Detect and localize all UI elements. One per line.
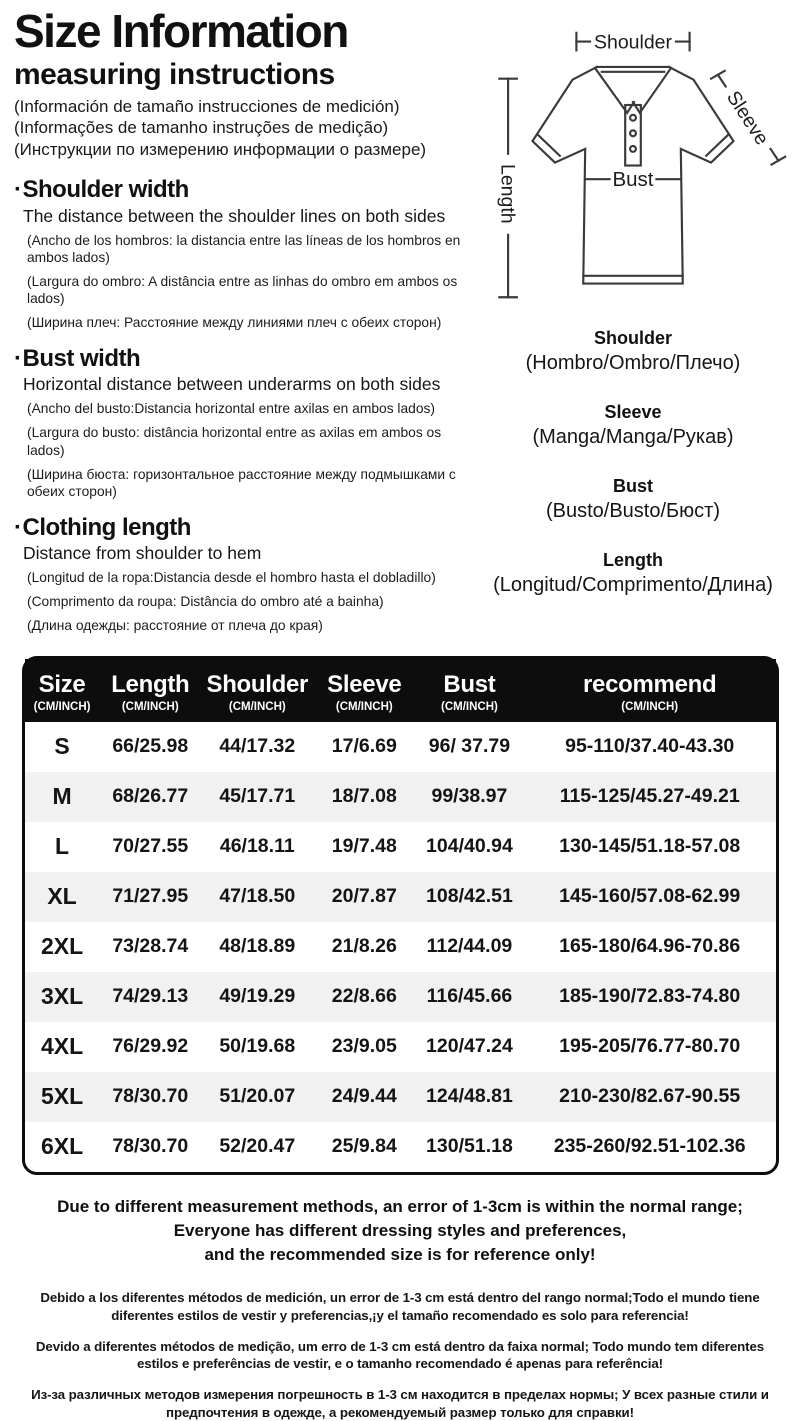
footer-paragraph-pt: Devido a diferentes métodos de medição, um erro de 1-3 cm está dentro da faixa normal; Todo mundo tem diferentes estilos e preferências de vestir, e o tamanho recomendado é apenas para referência! [35,1338,765,1372]
table-cell: 51/20.07 [219,1085,296,1108]
col-header-sleeve: Sleeve (CM/INCH) [314,659,415,722]
legend-term: Length [602,550,663,570]
diagram-length-label: Length [496,163,519,224]
table-cell: 104/40.94 [426,835,513,858]
page-title: Size Information [14,5,348,57]
col-header-bust: Bust (CM/INCH) [415,659,524,722]
table-row [25,722,776,772]
legend-translation: (Busto/Busto/Бюст) [545,500,720,522]
col-header-recommend: recommend (CM/INCH) [524,659,776,722]
size-cell: S [54,733,70,760]
section-translation-es: (Ancho de los hombros: la distancia entre las líneas de los hombros en ambos lados) [27,232,461,265]
table-cell: 99/38.97 [431,785,508,808]
table-cell: 130/51.18 [426,1135,513,1158]
table-cell: 116/45.66 [426,985,513,1008]
table-cell: 22/8.66 [331,985,397,1008]
col-header-shoulder: Shoulder (CM/INCH) [201,659,314,722]
section-translation-ru: (Ширина бюста: горизонтальное расстояние между подмышками с обеих сторон) [27,466,456,499]
col-header-length: Length (CM/INCH) [100,659,201,722]
instructions-column [14,5,472,650]
table-cell: 48/18.89 [219,935,296,958]
table-cell: 20/7.87 [331,885,397,908]
section-title-text: Shoulder width [22,176,189,204]
legend-term: Shoulder [593,328,672,348]
table-cell: 195-205/76.77-80.70 [559,1035,741,1058]
size-cell: L [55,833,70,860]
size-cell: 4XL [40,1033,84,1060]
section-bust-width [14,346,472,500]
table-row [25,1022,776,1072]
table-cell: 24/9.44 [331,1085,397,1108]
notice-line: and the recommended size is for reference only! [204,1245,596,1265]
diagram-shoulder-label: Shoulder [593,31,673,54]
table-row [25,872,776,922]
legend-item-bust [493,476,773,523]
size-cell: 5XL [40,1083,84,1110]
table-cell: 47/18.50 [219,885,296,908]
table-cell: 95-110/37.40-43.30 [565,735,735,758]
table-cell: 130-145/51.18-57.08 [559,835,741,858]
table-cell: 23/9.05 [331,1035,397,1058]
section-translation-pt: (Comprimento da roupa: Distância do ombro até a bainha) [27,594,384,610]
section-title-text: Bust width [22,344,141,372]
size-table-header [25,659,776,722]
size-cell: 2XL [40,933,84,960]
table-row [25,972,776,1022]
table-cell: 44/17.32 [219,735,296,758]
table-cell: 78/30.70 [112,1085,189,1108]
size-cell: 3XL [40,983,84,1010]
top-section [0,5,800,650]
polo-shirt-diagram [472,12,794,320]
table-cell: 76/29.92 [112,1035,189,1058]
section-shoulder-width [14,177,472,331]
notice-line: Due to different measurement methods, an error of 1-3cm is within the normal range; [57,1196,743,1216]
section-translation-ru: (Длина одежды: расстояние от плеча до края) [27,618,323,634]
table-cell: 210-230/82.67-90.55 [559,1085,741,1108]
table-cell: 52/20.47 [219,1135,296,1158]
section-description: Horizontal distance between underarms on both sides [23,374,441,395]
table-row [25,1072,776,1122]
section-translation-pt: (Largura do busto: distância horizontal entre as axilas em ambos os lados) [27,425,442,458]
measure-sections [14,177,472,634]
legend-item-shoulder [493,328,773,375]
diagram-column [472,8,794,650]
table-cell: 96/ 37.79 [428,735,511,758]
section-title [14,346,472,372]
table-cell: 49/19.29 [219,985,296,1008]
table-cell: 45/17.71 [219,785,296,808]
table-row [25,922,776,972]
table-cell: 112/44.09 [426,935,513,958]
legend-term: Sleeve [604,402,662,422]
table-cell: 50/19.68 [219,1035,296,1058]
bullet: · [14,176,22,204]
title-translation-ru: (Инструкции по измерению информации о размере) [14,139,427,159]
legend-translation: (Hombro/Ombro/Плечо) [525,352,741,374]
table-cell: 115-125/45.27-49.21 [559,785,740,808]
section-description: The distance between the shoulder lines on both sides [23,205,446,226]
legend-item-sleeve [493,402,773,449]
footer-paragraph-es: Debido a los diferentes métodos de medición, un error de 1-3 cm está dentro del rango normal;Todo el mundo tiene diferentes estilos de vestir y preferencias,¡y el tamaño recomendado es solo para referencia! [40,1290,760,1323]
title-translation-pt: (Informações de tamanho instruções de medição) [14,118,389,138]
notice-line: Everyone has different dressing styles and preferences, [173,1221,627,1241]
measurement-notice [0,1195,800,1267]
table-cell: 78/30.70 [112,1135,189,1158]
table-cell: 108/42.51 [426,885,513,908]
table-cell: 19/7.48 [331,835,397,858]
bullet: · [14,513,22,541]
table-cell: 66/25.98 [112,735,189,758]
size-table-body [25,722,776,1172]
section-title-text: Clothing length [22,513,191,541]
size-cell: M [52,783,72,810]
table-cell: 18/7.08 [331,785,397,808]
table-row [25,772,776,822]
bullet: · [14,344,22,372]
table-cell: 21/8.26 [331,935,397,958]
section-translation-es: (Longitud de la ropa:Distancia desde el hombro hasta el dobladillo) [27,570,436,586]
legend-item-length [493,550,773,597]
table-cell: 46/18.11 [219,835,295,858]
table-cell: 124/48.81 [426,1085,513,1108]
section-description: Distance from shoulder to hem [23,543,262,564]
legend-translation: (Longitud/Comprimento/Длина) [493,574,773,596]
diagram-bust-label: Bust [612,168,654,192]
table-cell: 185-190/72.83-74.80 [559,985,741,1008]
col-header-size: Size (CM/INCH) [25,659,100,722]
table-cell: 17/6.69 [331,735,397,758]
table-cell: 165-180/64.96-70.86 [559,935,741,958]
legend-term: Bust [612,476,653,496]
table-cell: 145-160/57.08-62.99 [559,885,741,908]
title-translation-es: (Información de tamaño instrucciones de medición) [14,96,400,116]
table-cell: 120/47.24 [426,1035,513,1058]
section-title [14,515,472,541]
section-translation-es: (Ancho del busto:Distancia horizontal entre axilas en ambos lados) [27,401,435,417]
size-table [22,656,779,1175]
footer-translations [0,1289,800,1421]
size-cell: 6XL [40,1133,84,1160]
table-row [25,1122,776,1172]
section-translation-pt: (Largura do ombro: A distância entre as linhas do ombro em ambos os lados) [27,273,458,306]
diagram-legend [493,328,773,624]
table-cell: 235-260/92.51-102.36 [553,1135,746,1158]
table-cell: 70/27.55 [112,835,189,858]
section-clothing-length [14,515,472,635]
section-translation-ru: (Ширина плеч: Расстояние между линиями плеч с обеих сторон) [27,314,442,330]
section-title [14,177,472,203]
table-cell: 73/28.74 [112,935,189,958]
legend-translation: (Manga/Manga/Рукав) [532,426,734,448]
table-cell: 71/27.95 [112,885,189,908]
footer-paragraph-ru: Из-за различных методов измерения погрешность в 1-3 см находится в пределах нормы; У всех разные стили и предпочтения в одежде, а рекомендуемый размер только для справки! [31,1387,769,1420]
diagram-sleeve-label: Sleeve [721,87,773,150]
table-cell: 68/26.77 [112,785,189,808]
table-cell: 25/9.84 [331,1135,397,1158]
size-cell: XL [47,883,77,910]
page-subtitle: measuring instructions [14,57,335,91]
table-cell: 74/29.13 [112,985,189,1008]
table-row [25,822,776,872]
